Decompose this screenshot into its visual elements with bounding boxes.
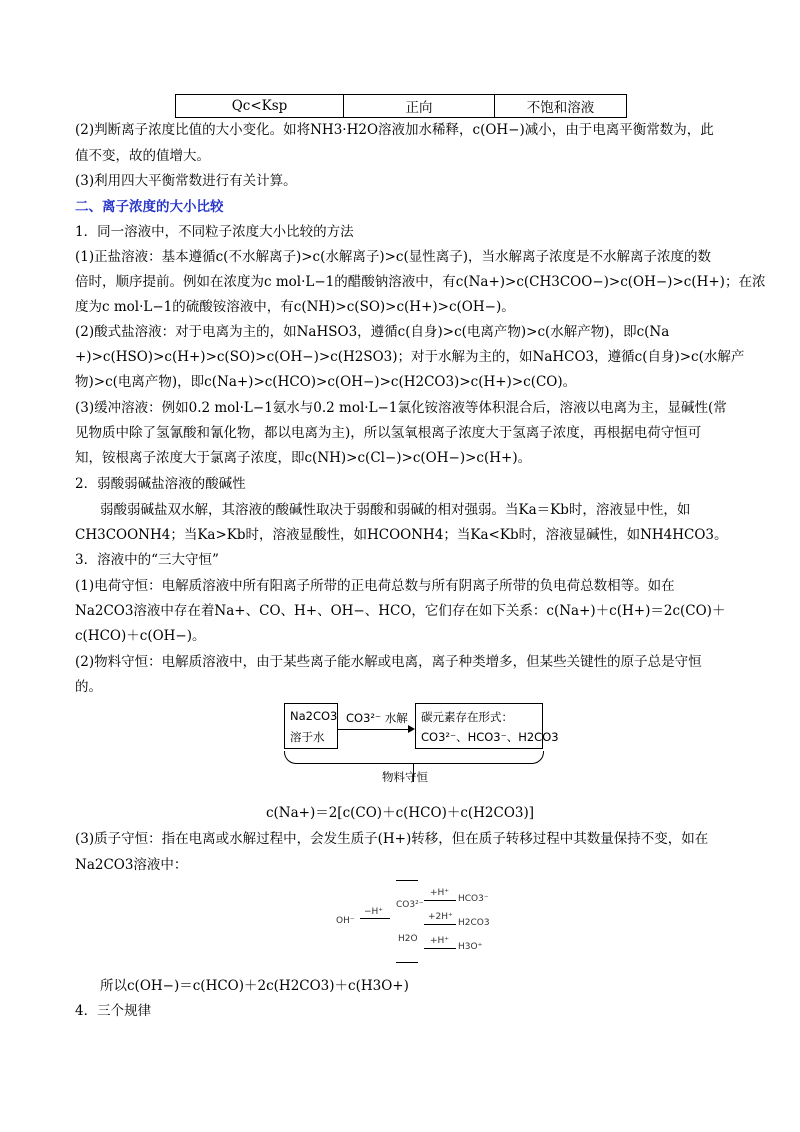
paragraph-line: CH3COONH4；当Ka>Kb时，溶液显酸性，如HCOONH4；当Ka<Kb时，溶液显碱性，如NH4HCO3。: [75, 527, 728, 543]
paragraph-line: c(HCO)＋c(OH−)。: [75, 628, 206, 644]
paragraph-line: 见物质中除了氢氰酸和氰化物，都以电离为主)，所以氢氧根离子浓度大于氢离子浓度，再根据电荷守恒可: [75, 425, 702, 441]
species-label: H2O: [398, 934, 418, 944]
paragraph-line: 倍时，顺序提前。例如在浓度为c mol·L−1的醋酸钠溶液中，有c(Na+)>c(CH3COO−)>c(OH−)>c(H+)；在浓: [75, 274, 766, 290]
equilibrium-table: [175, 94, 627, 118]
paragraph-line: 的。: [75, 679, 102, 695]
diagram-text: 溶于水: [290, 730, 325, 744]
section-heading: 二、离子浓度的大小比较: [75, 199, 224, 215]
paragraph-line: 物)>c(电离产物)，即c(Na+)>c(HCO)>c(OH−)>c(H2CO3)>c(H+)>c(CO)。: [75, 374, 577, 390]
table-cell: 正向: [344, 95, 495, 118]
diagram-text: Na2CO3: [290, 709, 338, 723]
arrow-right-icon: [408, 725, 415, 733]
paragraph-line: 所以c(OH−)＝c(HCO)＋2c(H2CO3)＋c(H3O+): [100, 978, 409, 994]
species-label: H2CO3: [458, 918, 490, 928]
subsection-title: 1．同一溶液中，不同粒子浓度大小比较的方法: [75, 224, 354, 240]
paragraph-line: Na2CO3溶液中：: [75, 857, 188, 873]
diagram-box-na2co3: [284, 703, 338, 749]
material-balance-diagram: [284, 703, 559, 793]
species-label: H3O⁺: [458, 942, 483, 952]
paragraph-line: (2)判断离子浓度比值的大小变化。如将NH3·H2O溶液加水稀释，c(OH−)减小，由于电离平衡常数为，此: [75, 122, 714, 138]
diagram-text: CO3²⁻、HCO3⁻、H2CO3: [421, 730, 559, 744]
arrow-line: [424, 924, 456, 925]
divider: [396, 880, 418, 881]
paragraph-line: (1)电荷守恒：电解质溶液中所有阳离子所带的正电荷总数与所有阴离子所带的负电荷总数相等。如在: [75, 578, 675, 594]
table-cell: 不饱和溶液: [495, 95, 627, 118]
divider: [396, 962, 418, 963]
arrow-line: [424, 900, 456, 901]
species-label: OH⁻: [336, 916, 355, 926]
paragraph-line: (2)酸式盐溶液：对于电离为主的，如NaHSO3，遵循c(自身)>c(电离产物)>c(水解产物)，即c(Na: [75, 324, 670, 340]
table-row: [176, 95, 627, 118]
paragraph-line: 知，铵根离子浓度大于氯离子浓度，即c(NH)>c(Cl−)>c(OH−)>c(H+)。: [75, 450, 532, 466]
transfer-label: +2H⁺: [428, 912, 453, 922]
material-balance-formula: c(Na+)＝2[c(CO)＋c(HCO)＋c(H2CO3)]: [265, 805, 535, 821]
arrow-line: [360, 918, 390, 919]
paragraph-line: +)>c(HSO)>c(H+)>c(SO)>c(OH−)>c(H2SO3)；对于水解为主的，如NaHCO3，遵循c(自身)>c(水解产: [75, 349, 745, 365]
paragraph-line: 度为c mol·L−1的硫酸铵溶液中，有c(NH)>c(SO)>c(H+)>c(OH−)。: [75, 299, 515, 315]
diagram-box-carbon: [415, 703, 559, 749]
paragraph-line: 值不变，故的值增大。: [75, 148, 210, 164]
paragraph-line: (2)物料守恒：电解质溶液中，由于某些离子能水解或电离，离子种类增多，但某些关键性的原子总是守恒: [75, 654, 702, 670]
arrow-line: [337, 729, 408, 730]
paragraph-line: 弱酸弱碱盐双水解，其溶液的酸碱性取决于弱酸和弱碱的相对强弱。当Ka＝Kb时，溶液显中性，如: [100, 502, 691, 518]
brace-label: 物料守恒: [382, 770, 428, 784]
paragraph-line: (3)质子守恒：指在电离或水解过程中，会发生质子(H+)转移，但在质子转移过程中其数量保持不变，如在: [75, 831, 709, 847]
paragraph-line: Na2CO3溶液中存在着Na+、CO、H+、OH−、HCO，它们存在如下关系：c(Na+)＋c(H+)＝2c(CO)＋: [75, 603, 726, 619]
subsection-title: 3．溶液中的“三大守恒”: [75, 552, 219, 568]
paragraph-line: (3)利用四大平衡常数进行有关计算。: [75, 173, 297, 189]
proton-balance-diagram: [336, 874, 496, 966]
subsection-title: 4．三个规律: [75, 1003, 152, 1019]
species-label: HCO3⁻: [458, 894, 489, 904]
diagram-text: 碳元素存在形式：: [421, 710, 513, 724]
subsection-title: 2．弱酸弱碱盐溶液的酸碱性: [75, 476, 246, 492]
table-cell: Qc<Ksp: [176, 95, 344, 118]
paragraph-line: (3)缓冲溶液：例如0.2 mol·L−1氨水与0.2 mol·L−1氯化铵溶液等体积混合后，溶液以电离为主，显碱性(常: [75, 400, 727, 416]
transfer-label: −H⁺: [364, 907, 384, 917]
transfer-label: +H⁺: [430, 936, 450, 946]
arrow-label: CO3²⁻ 水解: [346, 711, 408, 725]
transfer-label: +H⁺: [430, 888, 450, 898]
species-label: CO3²⁻: [396, 900, 424, 910]
paragraph-line: (1)正盐溶液：基本遵循c(不水解离子)>c(水解离子)>c(显性离子)，当水解离子浓度是不水解离子浓度的数: [75, 249, 712, 265]
arrow-line: [424, 948, 456, 949]
brace-shape: [284, 751, 544, 764]
